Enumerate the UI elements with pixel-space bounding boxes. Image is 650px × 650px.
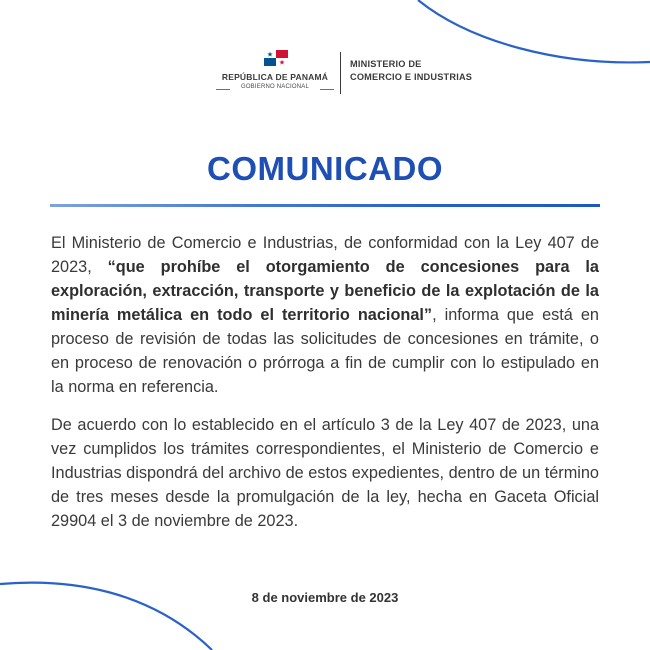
header-logo <box>0 46 650 96</box>
communique-body <box>51 231 599 533</box>
issue-date: 8 de noviembre de 2023 <box>251 590 399 605</box>
logo-divider <box>340 52 341 94</box>
paragraph-1-rest: , informa que está en proceso de revisión de todas las solicitudes de concesiones en trámite, o en proceso de renovación o prórroga a fin de cumplir con lo estipulado en la norma en referencia. <box>51 306 599 396</box>
ministry-name <box>350 58 530 84</box>
government-label-row <box>216 84 334 94</box>
ministry-line-2: COMERCIO E INDUSTRIAS <box>350 72 473 82</box>
panama-flag-icon <box>264 50 288 66</box>
paragraph-1 <box>51 231 599 399</box>
paragraph-2: De acuerdo con lo establecido en el artículo 3 de la Ley 407 de 2023, una vez cumplidos los trámites correspondientes, el Ministerio de Comercio e Industrias dispondrá del archivo de estos expedientes, dentro de un término de tres meses desde la promulgación de la ley, hecha en Gaceta Oficial 29904 el 3 de noviembre de 2023. <box>51 416 599 530</box>
right-rule <box>320 89 334 90</box>
republic-name: REPÚBLICA DE PANAMÁ <box>221 72 329 82</box>
government-label: GOBIERNO NACIONAL <box>240 84 310 90</box>
law-quote: “que prohíbe el otorgamiento de concesiones para la exploración, extracción, transporte y beneficio de la explotación de la minería metálica en todo el territorio nacional” <box>51 258 599 324</box>
ministry-line-1: MINISTERIO DE <box>350 59 422 69</box>
page-title: COMUNICADO <box>207 150 443 187</box>
title-underline <box>50 204 600 207</box>
paragraph-1-intro: El Ministerio de Comercio e Industrias, de conformidad con la Ley 407 de 2023, <box>51 234 599 276</box>
